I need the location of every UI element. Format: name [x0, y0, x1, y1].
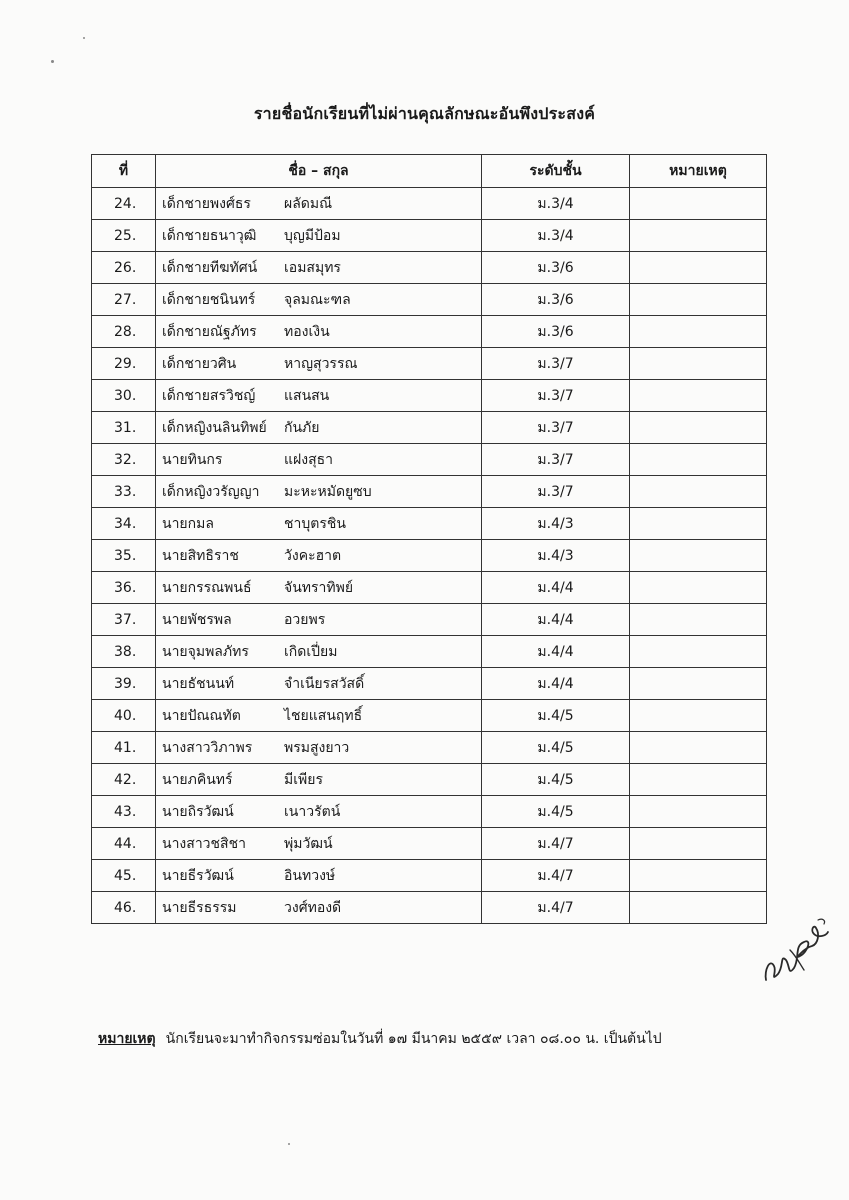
- table-row: [92, 892, 767, 924]
- class-level: ม.3/7: [482, 348, 630, 380]
- student-given-name: นายพัชรพล: [162, 611, 232, 628]
- class-level: ม.3/7: [482, 444, 630, 476]
- row-number: 34.: [92, 508, 156, 540]
- row-number: 30.: [92, 380, 156, 412]
- row-note: [630, 220, 767, 252]
- row-note: [630, 572, 767, 604]
- student-name-cell: [156, 508, 482, 540]
- row-note: [630, 796, 767, 828]
- student-surname: ไชยแสนฤทธิ์: [284, 707, 363, 724]
- row-number: 41.: [92, 732, 156, 764]
- student-given-name: นายปัณณทัต: [162, 707, 241, 724]
- table-row: [92, 412, 767, 444]
- student-name-cell: [156, 348, 482, 380]
- student-name-cell: [156, 220, 482, 252]
- row-note: [630, 188, 767, 220]
- class-level: ม.4/4: [482, 572, 630, 604]
- student-surname: ชาบุตรชิน: [284, 515, 346, 532]
- row-number: 38.: [92, 636, 156, 668]
- student-name-cell: [156, 636, 482, 668]
- table-body: [92, 188, 767, 924]
- class-level: ม.4/7: [482, 892, 630, 924]
- student-table: [91, 154, 767, 924]
- row-note: [630, 604, 767, 636]
- table-row: [92, 316, 767, 348]
- student-surname: หาญสุวรรณ: [284, 355, 358, 372]
- student-given-name: นางสาววิภาพร: [162, 739, 253, 756]
- row-number: 45.: [92, 860, 156, 892]
- student-name-cell: [156, 796, 482, 828]
- student-name-cell: [156, 668, 482, 700]
- table-row: [92, 572, 767, 604]
- table-row: [92, 860, 767, 892]
- class-level: ม.3/6: [482, 284, 630, 316]
- row-number: 44.: [92, 828, 156, 860]
- row-note: [630, 540, 767, 572]
- student-surname: เกิดเปี่ยม: [284, 643, 338, 660]
- row-note: [630, 380, 767, 412]
- class-level: ม.3/7: [482, 412, 630, 444]
- student-name-cell: [156, 188, 482, 220]
- student-name-cell: [156, 540, 482, 572]
- class-level: ม.4/4: [482, 604, 630, 636]
- row-note: [630, 252, 767, 284]
- class-level: ม.4/4: [482, 668, 630, 700]
- row-number: 40.: [92, 700, 156, 732]
- class-level: ม.4/5: [482, 732, 630, 764]
- class-level: ม.3/4: [482, 220, 630, 252]
- table-row: [92, 444, 767, 476]
- row-note: [630, 508, 767, 540]
- class-level: ม.4/3: [482, 540, 630, 572]
- row-note: [630, 764, 767, 796]
- student-surname: จันทราทิพย์: [284, 579, 354, 596]
- class-level: ม.4/5: [482, 796, 630, 828]
- scan-speck: [83, 37, 85, 39]
- class-level: ม.4/4: [482, 636, 630, 668]
- student-surname: อวยพร: [284, 611, 326, 628]
- student-given-name: นางสาวชสิชา: [162, 835, 246, 852]
- student-given-name: นายทินกร: [162, 451, 223, 468]
- class-level: ม.3/7: [482, 476, 630, 508]
- row-note: [630, 892, 767, 924]
- row-number: 39.: [92, 668, 156, 700]
- student-surname: จุลมณะฑล: [284, 291, 351, 308]
- document-title: รายชื่อนักเรียนที่ไม่ผ่านคุณลักษณะอันพึงประสงค์: [253, 104, 596, 123]
- row-number: 24.: [92, 188, 156, 220]
- column-header-no: ที่: [92, 155, 156, 188]
- student-name-cell: [156, 604, 482, 636]
- student-name-cell: [156, 892, 482, 924]
- table-row: [92, 380, 767, 412]
- table-row: [92, 540, 767, 572]
- row-number: 28.: [92, 316, 156, 348]
- student-name-cell: [156, 444, 482, 476]
- class-level: ม.4/3: [482, 508, 630, 540]
- column-header-note: หมายเหตุ: [630, 155, 767, 188]
- student-name-cell: [156, 412, 482, 444]
- student-surname: แฝงสุธา: [284, 451, 334, 468]
- student-name-cell: [156, 764, 482, 796]
- class-level: ม.3/7: [482, 380, 630, 412]
- row-number: 36.: [92, 572, 156, 604]
- student-given-name: นายสิทธิราช: [162, 547, 239, 564]
- row-note: [630, 284, 767, 316]
- class-level: ม.3/4: [482, 188, 630, 220]
- footer-note-label: หมายเหตุ: [98, 1031, 156, 1047]
- student-given-name: นายธีรธรรม: [162, 899, 237, 916]
- class-level: ม.4/5: [482, 764, 630, 796]
- student-surname: กันภัย: [284, 419, 320, 436]
- handwritten-signature: [760, 910, 832, 990]
- row-note: [630, 412, 767, 444]
- student-given-name: เด็กชายชนินทร์: [162, 291, 256, 308]
- row-number: 26.: [92, 252, 156, 284]
- row-note: [630, 860, 767, 892]
- table-row: [92, 764, 767, 796]
- student-given-name: เด็กชายณัฐภัทร: [162, 323, 257, 340]
- table-row: [92, 732, 767, 764]
- row-number: 43.: [92, 796, 156, 828]
- table-row: [92, 700, 767, 732]
- row-note: [630, 348, 767, 380]
- student-given-name: นายธัชนนท์: [162, 675, 235, 692]
- student-name-cell: [156, 732, 482, 764]
- student-given-name: เด็กชายธนาวุฒิ: [162, 227, 257, 244]
- table-row: [92, 828, 767, 860]
- student-surname: ทองเงิน: [284, 323, 330, 340]
- row-number: 42.: [92, 764, 156, 796]
- row-note: [630, 636, 767, 668]
- row-number: 46.: [92, 892, 156, 924]
- table-row: [92, 636, 767, 668]
- class-level: ม.4/7: [482, 860, 630, 892]
- footer-note-text: นักเรียนจะมาทำกิจกรรมซ่อมในวันที่ ๑๗ มีนาคม ๒๕๕๙ เวลา ๐๘.๐๐ น. เป็นต้นไป: [165, 1031, 662, 1047]
- row-number: 27.: [92, 284, 156, 316]
- student-given-name: นายธีรวัฒน์: [162, 867, 234, 884]
- student-name-cell: [156, 316, 482, 348]
- row-number: 35.: [92, 540, 156, 572]
- student-surname: วังคะฮาต: [284, 547, 342, 564]
- student-given-name: เด็กชายทีฆทัศน์: [162, 259, 258, 276]
- row-note: [630, 444, 767, 476]
- student-given-name: นายถิรวัฒน์: [162, 803, 234, 820]
- row-note: [630, 668, 767, 700]
- student-given-name: เด็กหญิงวรัญญา: [162, 483, 260, 500]
- student-surname: พุ่มวัฒน์: [284, 835, 333, 852]
- row-note: [630, 700, 767, 732]
- column-header-name: ชื่อ – สกุล: [156, 155, 482, 188]
- student-given-name: เด็กชายพงศ์ธร: [162, 195, 251, 212]
- student-given-name: นายจุมพลภัทร: [162, 643, 249, 660]
- row-number: 25.: [92, 220, 156, 252]
- row-number: 37.: [92, 604, 156, 636]
- class-level: ม.4/7: [482, 828, 630, 860]
- student-given-name: เด็กชายวศิน: [162, 355, 237, 372]
- table-row: [92, 252, 767, 284]
- student-surname: อินทวงษ์: [284, 867, 336, 884]
- student-given-name: เด็กหญิงนลินทิพย์: [162, 419, 267, 436]
- table-row: [92, 348, 767, 380]
- table-row: [92, 188, 767, 220]
- class-level: ม.3/6: [482, 316, 630, 348]
- row-number: 32.: [92, 444, 156, 476]
- row-note: [630, 476, 767, 508]
- scan-speck: [288, 1143, 290, 1145]
- class-level: ม.3/6: [482, 252, 630, 284]
- student-name-cell: [156, 252, 482, 284]
- table-row: [92, 220, 767, 252]
- student-name-cell: [156, 860, 482, 892]
- student-surname: เอมสมุทร: [284, 259, 341, 276]
- student-name-cell: [156, 572, 482, 604]
- student-given-name: เด็กชายสรวิชญ์: [162, 387, 256, 404]
- student-surname: มีเพียร: [284, 771, 323, 788]
- student-given-name: นายภคินทร์: [162, 771, 233, 788]
- table-row: [92, 476, 767, 508]
- student-surname: มะหะหมัดยูซบ: [284, 483, 372, 500]
- student-name-cell: [156, 700, 482, 732]
- student-surname: เนาวรัตน์: [284, 803, 341, 820]
- student-given-name: นายกมล: [162, 515, 214, 532]
- scan-speck: [51, 60, 54, 63]
- class-level: ม.4/5: [482, 700, 630, 732]
- student-surname: ผลัดมณี: [284, 195, 333, 212]
- table-row: [92, 668, 767, 700]
- student-surname: วงศ์ทองดี: [284, 899, 342, 916]
- student-name-cell: [156, 828, 482, 860]
- student-surname: จำเนียรสวัสดิ์: [284, 675, 365, 692]
- table-row: [92, 796, 767, 828]
- row-note: [630, 732, 767, 764]
- student-given-name: นายกรรณพนธ์: [162, 579, 252, 596]
- table-row: [92, 284, 767, 316]
- row-note: [630, 316, 767, 348]
- row-number: 29.: [92, 348, 156, 380]
- student-name-cell: [156, 380, 482, 412]
- student-surname: แสนสน: [284, 387, 330, 404]
- footer-note: [98, 1028, 662, 1050]
- student-name-cell: [156, 476, 482, 508]
- column-header-level: ระดับชั้น: [482, 155, 630, 188]
- row-note: [630, 828, 767, 860]
- table-row: [92, 604, 767, 636]
- student-name-cell: [156, 284, 482, 316]
- student-surname: พรมสูงยาว: [284, 739, 350, 756]
- row-number: 33.: [92, 476, 156, 508]
- table-row: [92, 508, 767, 540]
- table-header-row: [92, 155, 767, 188]
- student-surname: บุญมีป้อม: [284, 227, 341, 244]
- row-number: 31.: [92, 412, 156, 444]
